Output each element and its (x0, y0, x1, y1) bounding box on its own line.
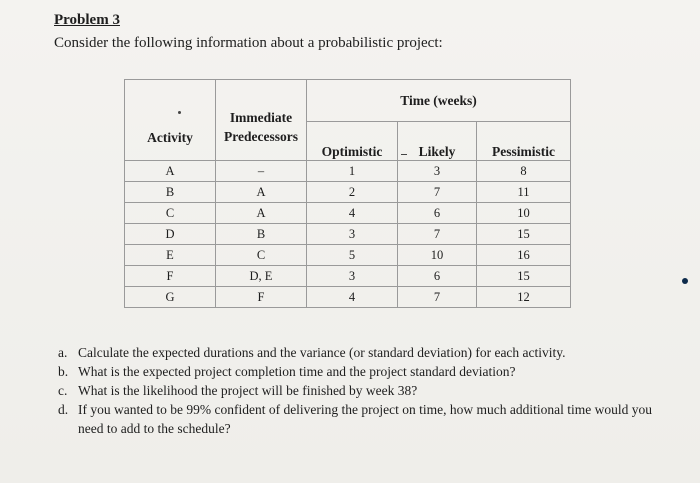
predecessors-line1: Immediate (229, 110, 293, 125)
table-row (125, 203, 571, 224)
cell-predecessors: C (216, 245, 307, 266)
cell-pessimistic: 15 (477, 266, 571, 287)
cell-likely: 10 (398, 245, 477, 266)
cell-activity: F (125, 266, 216, 287)
cell-pessimistic: 15 (477, 224, 571, 245)
cell-optimistic: 3 (307, 224, 398, 245)
list-item (58, 343, 658, 362)
cell-optimistic: 1 (307, 161, 398, 182)
table-row (125, 161, 571, 182)
table-row (125, 266, 571, 287)
cell-pessimistic: 8 (477, 161, 571, 182)
col-header-activity: Activity (125, 80, 216, 161)
problem-title: Problem 3 (54, 12, 120, 28)
question-text: Calculate the expected durations and the variance (or standard deviation) for each activity. (78, 345, 566, 360)
table-row (125, 245, 571, 266)
list-item (58, 400, 658, 438)
cell-optimistic: 3 (307, 266, 398, 287)
cell-predecessors: F (216, 287, 307, 308)
cell-likely: 7 (398, 182, 477, 203)
stray-dot-mark (178, 111, 181, 114)
question-text: What is the likelihood the project will be finished by week 38? (78, 383, 418, 398)
cell-optimistic: 4 (307, 287, 398, 308)
cell-likely: 3 (398, 161, 477, 182)
cell-predecessors: B (216, 224, 307, 245)
cell-predecessors: A (216, 182, 307, 203)
table-row (125, 224, 571, 245)
question-label: a. (58, 345, 68, 360)
table-row (125, 287, 571, 308)
predecessors-line2: Predecessors (224, 129, 298, 144)
cell-optimistic: 5 (307, 245, 398, 266)
table-row (125, 182, 571, 203)
cell-likely: 6 (398, 203, 477, 224)
problem-intro: Consider the following information about a probabilistic project: (54, 35, 443, 51)
cell-predecessors: A (216, 203, 307, 224)
list-item (58, 381, 658, 400)
col-header-predecessors (216, 80, 307, 161)
cell-optimistic: 2 (307, 182, 398, 203)
time-weeks-header: Time (weeks) (307, 80, 571, 122)
cell-predecessors: – (216, 161, 307, 182)
question-text: What is the expected project completion time and the project standard deviation? (78, 364, 516, 379)
question-list (58, 343, 658, 438)
cell-pessimistic: 10 (477, 203, 571, 224)
cell-pessimistic: 12 (477, 287, 571, 308)
cell-pessimistic: 11 (477, 182, 571, 203)
col-header-optimistic: Optimistic (307, 122, 398, 161)
question-label: d. (58, 402, 69, 417)
cell-activity: A (125, 161, 216, 182)
cell-likely: 6 (398, 266, 477, 287)
cell-activity: G (125, 287, 216, 308)
list-item (58, 362, 658, 381)
cell-likely: 7 (398, 287, 477, 308)
cell-likely: 7 (398, 224, 477, 245)
cell-activity: D (125, 224, 216, 245)
cell-pessimistic: 16 (477, 245, 571, 266)
col-header-pessimistic: Pessimistic (477, 122, 571, 161)
stray-dash-mark (401, 154, 407, 155)
project-activity-table (124, 79, 571, 308)
question-label: b. (58, 364, 69, 379)
question-label: c. (58, 383, 68, 398)
cell-optimistic: 4 (307, 203, 398, 224)
bullet-dot-icon (682, 278, 688, 284)
question-text: If you wanted to be 99% confident of delivering the project on time, how much additional time would you need to add to the schedule? (78, 402, 652, 436)
cell-activity: E (125, 245, 216, 266)
cell-activity: B (125, 182, 216, 203)
cell-activity: C (125, 203, 216, 224)
cell-predecessors: D, E (216, 266, 307, 287)
col-header-likely: Likely (398, 122, 477, 161)
